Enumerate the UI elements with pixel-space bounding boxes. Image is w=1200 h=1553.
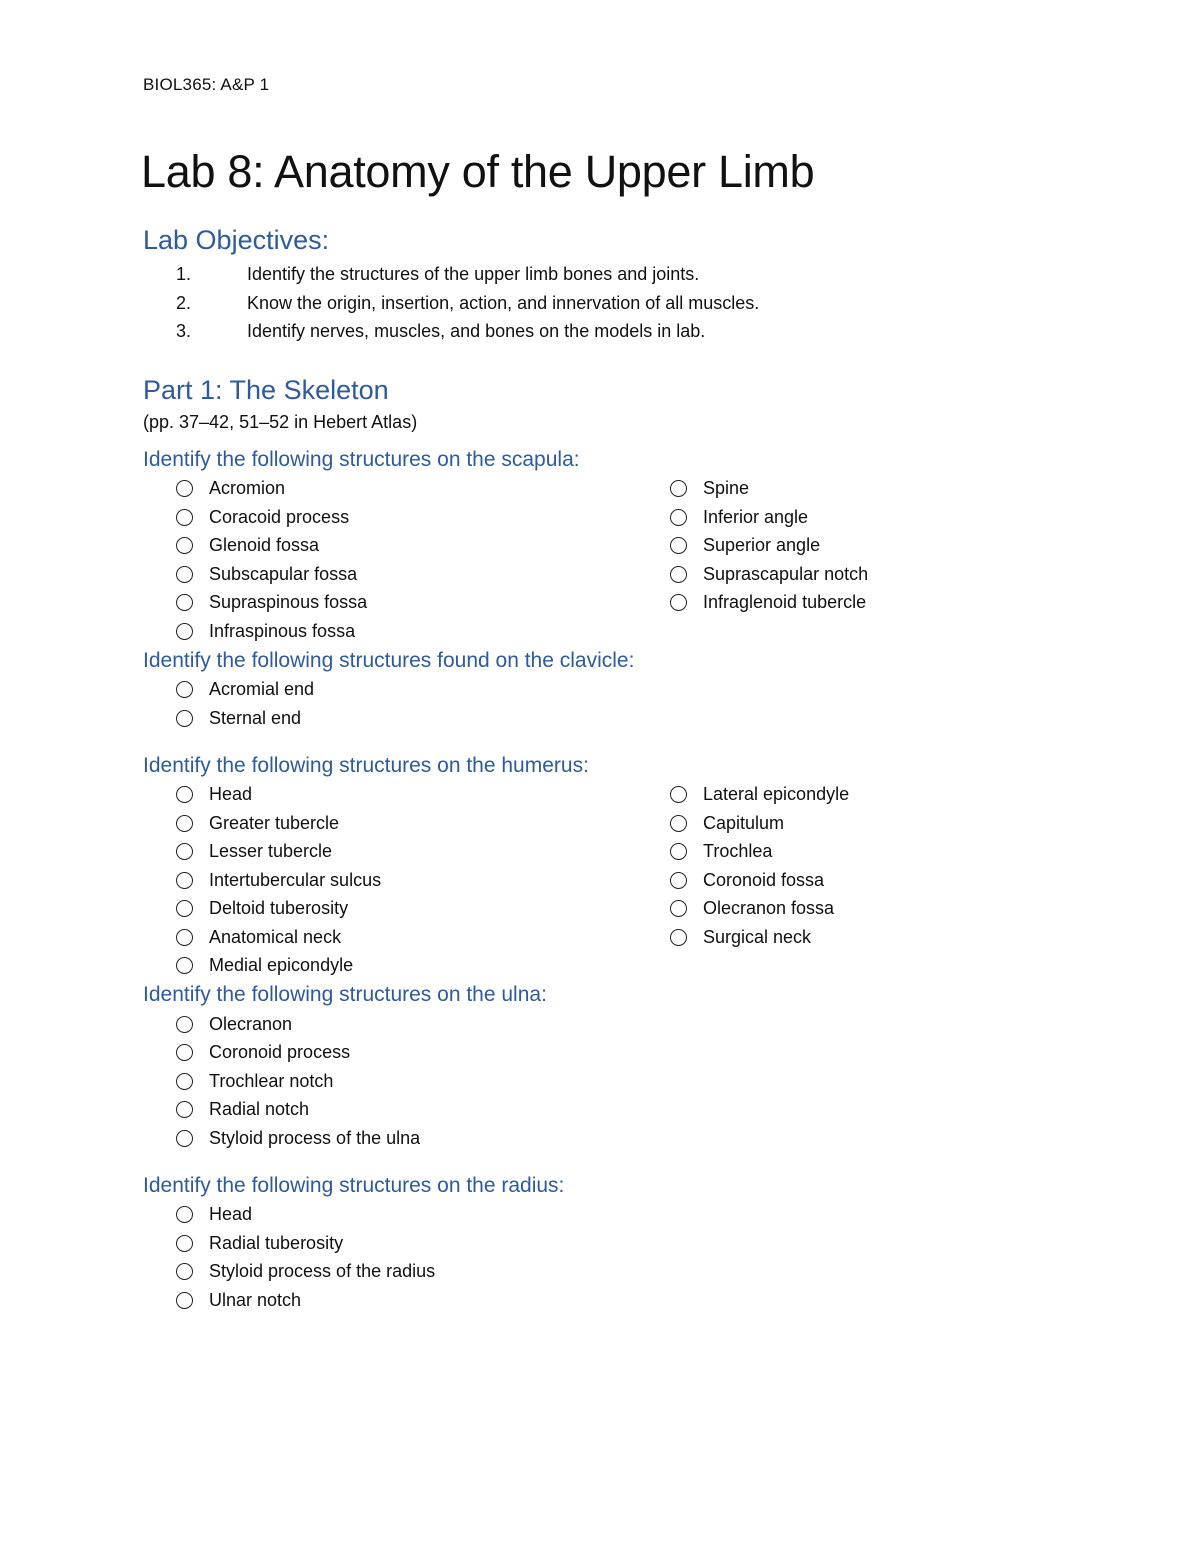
objective-text: Identify nerves, muscles, and bones on the models in lab. [247,321,706,341]
checklist-item[interactable] [143,809,637,838]
checklist-item[interactable] [143,895,637,924]
checklist-item-label: Glenoid fossa [209,535,320,556]
checklist-item-label: Inferior angle [703,506,809,527]
radio-circle-icon[interactable] [176,566,193,583]
checklist-item[interactable] [143,503,637,532]
radio-circle-icon[interactable] [176,710,193,727]
objective-text: Know the origin, insertion, action, and innervation of all muscles. [247,292,760,313]
structure-sections [143,445,1103,1315]
checklist-item-label: Subscapular fossa [209,563,358,584]
checklist-item-label: Anatomical neck [209,926,342,947]
section-heading: Identify the following structures on the ulna: [143,983,547,1006]
checklist-item[interactable] [637,532,937,561]
radio-circle-icon[interactable] [176,815,193,832]
radio-circle-icon[interactable] [176,594,193,611]
checklist-item-label: Trochlea [703,841,773,862]
checklist-item[interactable] [143,617,637,646]
part1-heading: Part 1: The Skeleton [143,374,389,405]
checklist-item[interactable] [143,1067,637,1096]
radio-circle-icon[interactable] [176,509,193,526]
checklist-item-label: Surgical neck [703,926,812,947]
checklist-item[interactable] [637,503,937,532]
checklist-item[interactable] [143,1258,637,1287]
radio-circle-icon[interactable] [176,957,193,974]
structure-checklist [143,1201,1103,1315]
checklist-item[interactable] [637,560,937,589]
atlas-reference: (pp. 37–42, 51–52 in Hebert Atlas) [143,411,418,432]
checklist-item[interactable] [637,475,937,504]
checklist-item[interactable] [143,560,637,589]
checklist-item[interactable] [143,676,637,705]
checklist-item[interactable] [637,809,937,838]
checklist-item-label: Greater tubercle [209,812,340,833]
checklist-item[interactable] [637,895,937,924]
checklist-item-label: Styloid process of the radius [209,1261,436,1282]
radio-circle-icon[interactable] [670,900,687,917]
checklist-item-label: Suprascapular notch [703,563,869,584]
radio-circle-icon[interactable] [176,623,193,640]
checklist-item-label: Coronoid process [209,1042,351,1063]
radio-circle-icon[interactable] [176,929,193,946]
objective-number: 3. [176,321,192,341]
checklist-item-label: Superior angle [703,535,821,556]
radio-circle-icon[interactable] [176,480,193,497]
radio-circle-icon[interactable] [670,537,687,554]
radio-circle-icon[interactable] [176,1101,193,1118]
checklist-item[interactable] [143,781,637,810]
structure-checklist [143,1010,1103,1153]
checklist-item[interactable] [143,589,637,618]
objective-number: 2. [176,292,192,313]
checklist-item-label: Radial notch [209,1099,310,1120]
objective-item [143,317,1103,346]
radio-circle-icon[interactable] [670,872,687,889]
checklist-item[interactable] [143,838,637,867]
checklist-item[interactable] [637,781,937,810]
checklist-item[interactable] [143,1096,637,1125]
checklist-item[interactable] [143,1039,637,1068]
structure-checklist [143,676,1103,733]
radio-circle-icon[interactable] [176,900,193,917]
radio-circle-icon[interactable] [670,786,687,803]
objectives-heading: Lab Objectives: [143,225,330,255]
radio-circle-icon[interactable] [176,1292,193,1309]
document-page [143,72,1103,1315]
radio-circle-icon[interactable] [176,786,193,803]
checklist-item[interactable] [143,532,637,561]
checklist-item[interactable] [143,704,637,733]
checklist-item-label: Olecranon fossa [703,898,835,919]
radio-circle-icon[interactable] [176,537,193,554]
checklist-item-label: Ulnar notch [209,1289,302,1310]
radio-circle-icon[interactable] [670,594,687,611]
radio-circle-icon[interactable] [176,1044,193,1061]
radio-circle-icon[interactable] [670,929,687,946]
checklist-item-label: Medial epicondyle [209,955,354,976]
checklist-item-label: Lateral epicondyle [703,784,850,805]
checklist-item-label: Radial tuberosity [209,1232,344,1253]
checklist-item-label: Intertubercular sulcus [209,869,382,890]
checklist-item-label: Head [209,784,253,805]
checklist-item-label: Capitulum [703,812,785,833]
checklist-item-label: Spine [703,478,750,499]
checklist-item-label: Infraspinous fossa [209,620,356,641]
checklist-item-label: Coracoid process [209,506,350,527]
checklist-item-label: Supraspinous fossa [209,592,368,613]
checklist-item-label: Infraglenoid tubercle [703,592,867,613]
radio-circle-icon[interactable] [670,815,687,832]
section-heading: Identify the following structures on the humerus: [143,753,589,777]
objectives-list [143,260,1103,346]
radio-circle-icon[interactable] [670,566,687,583]
course-header: BIOL365: A&P 1 [143,75,270,94]
objective-item [143,260,1103,289]
checklist-item-label: Sternal end [209,707,302,728]
checklist-item[interactable] [143,866,637,895]
checklist-item[interactable] [637,589,937,618]
radio-circle-icon[interactable] [176,681,193,698]
checklist-item-label: Acromial end [209,679,315,700]
objective-item [143,289,1103,318]
checklist-item-label: Styloid process of the ulna [209,1127,421,1148]
checklist-item[interactable] [637,838,937,867]
objective-text: Identify the structures of the upper limb bones and joints. [247,264,700,284]
checklist-item[interactable] [143,1229,637,1258]
radio-circle-icon[interactable] [176,1235,193,1252]
radio-circle-icon[interactable] [176,1263,193,1280]
checklist-item[interactable] [143,1124,637,1153]
radio-circle-icon[interactable] [670,480,687,497]
checklist-item-label: Head [209,1204,253,1225]
checklist-item[interactable] [143,923,637,952]
objective-number: 1. [176,264,192,284]
structure-checklist [143,475,1103,646]
checklist-item[interactable] [143,1201,637,1230]
checklist-item[interactable] [143,1010,637,1039]
checklist-item-label: Acromion [209,478,286,499]
checklist-item-label: Coronoid fossa [703,869,825,890]
document-title: Lab 8: Anatomy of the Upper Limb [141,146,815,197]
checklist-item-label: Olecranon [209,1013,293,1034]
radio-circle-icon[interactable] [176,1130,193,1147]
checklist-item[interactable] [143,475,637,504]
checklist-item-label: Deltoid tuberosity [209,898,349,919]
radio-circle-icon[interactable] [176,872,193,889]
radio-circle-icon[interactable] [176,843,193,860]
radio-circle-icon[interactable] [670,843,687,860]
section-heading: Identify the following structures on the radius: [143,1173,565,1197]
checklist-item[interactable] [143,1286,637,1315]
radio-circle-icon[interactable] [176,1073,193,1090]
section-heading: Identify the following structures found on the clavicle: [143,648,635,672]
checklist-item-label: Trochlear notch [209,1070,334,1091]
checklist-item-label: Lesser tubercle [209,841,333,862]
section-heading: Identify the following structures on the scapula: [143,447,580,471]
radio-circle-icon[interactable] [670,509,687,526]
radio-circle-icon[interactable] [176,1206,193,1223]
checklist-item[interactable] [143,952,637,981]
radio-circle-icon[interactable] [176,1016,193,1033]
checklist-item[interactable] [637,866,937,895]
structure-checklist [143,781,1103,981]
checklist-item[interactable] [637,923,937,952]
